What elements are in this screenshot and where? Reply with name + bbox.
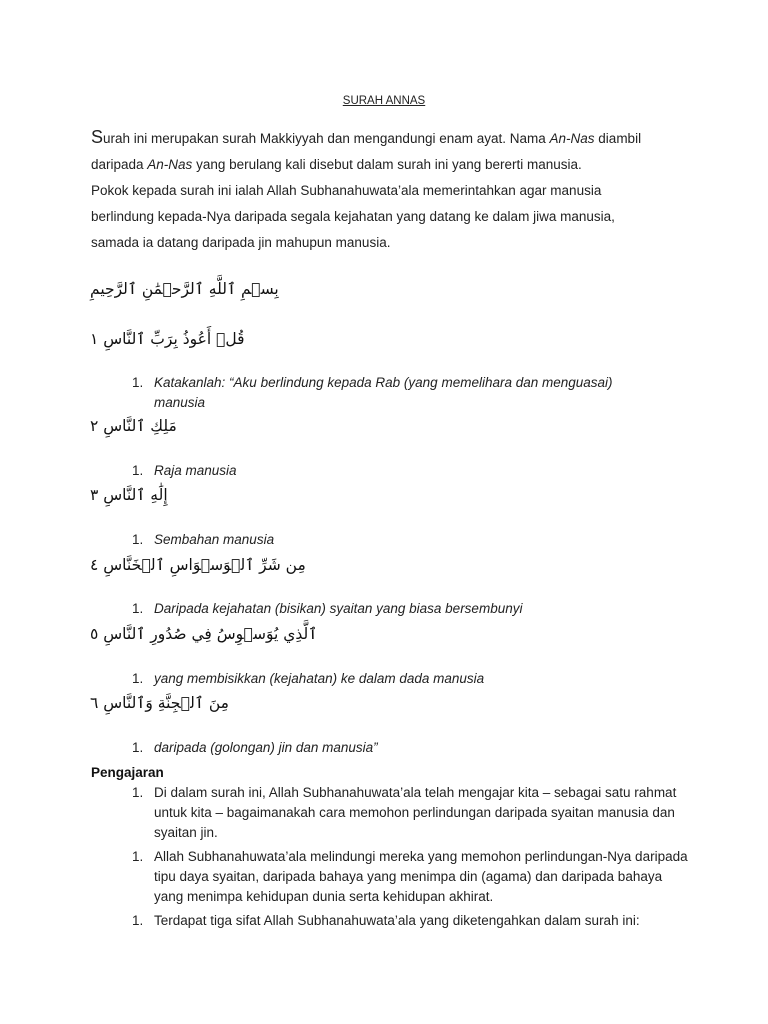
list-number: 1. <box>132 463 144 478</box>
intro-line-1 <box>91 124 691 152</box>
intro-paragraph <box>91 124 691 256</box>
intro-text: daripada <box>91 157 148 172</box>
verse-arabic-text: إِلَٰهِ ٱلنَّاسِ ٣ <box>90 486 168 504</box>
list-number: 1. <box>132 375 144 390</box>
intro-text: urah ini merupakan surah Makkiyyah dan mengandungi enam ayat. Nama <box>103 131 550 146</box>
list-item-text: Di dalam surah ini, Allah Subhanahuwata’ala telah mengajar kita – sebagai satu rahmat untuk kita – bagaimanakah cara memohon perlindungan daripada syaitan manusia dan syaitan jin. <box>154 785 677 840</box>
verse-arabic-2 <box>90 417 177 435</box>
translation-text: Daripada kejahatan (bisikan) syaitan yang biasa bersembunyi <box>154 601 523 616</box>
intro-line-5: samada ia datang daripada jin mahupun manusia. <box>91 235 391 250</box>
verse-translation-4 <box>132 599 652 619</box>
verse-arabic-text: قُلۡ أَعُوذُ بِرَبِّ ٱلنَّاسِ ١ <box>90 330 245 348</box>
verse-translation-5 <box>132 669 652 689</box>
pengajaran-item-1 <box>132 783 692 843</box>
verse-translation-6 <box>132 738 652 758</box>
pengajaran-item-3 <box>132 911 692 931</box>
list-number: 1. <box>132 740 144 755</box>
intro-italic-term: An-Nas <box>549 131 595 146</box>
pengajaran-heading: Pengajaran <box>91 765 164 780</box>
verse-arabic-3 <box>90 486 168 504</box>
list-item-text: Allah Subhanahuwata’ala melindungi mereka yang memohon perlindungan-Nya daripada tipu daya syaitan, daripada bahaya yang menimpa din (agama) dan daripada bahaya yang menimpa kehidupan dunia serta kehidupan akhirat. <box>154 849 688 904</box>
intro-line-3: Pokok kepada surah ini ialah Allah Subhanahuwata’ala memerintahkan agar manusia <box>91 183 602 198</box>
basmala <box>90 280 279 298</box>
intro-italic-term: An-Nas <box>147 157 193 172</box>
verse-arabic-1 <box>90 330 245 348</box>
verse-arabic-6 <box>90 694 229 712</box>
verse-arabic-text: مِنَ ٱلۡجِنَّةِ وَٱلنَّاسِ ٦ <box>90 694 229 712</box>
pengajaran-item-2 <box>132 847 692 907</box>
intro-line-2 <box>91 152 691 178</box>
verse-arabic-text: مَلِكِ ٱلنَّاسِ ٢ <box>90 417 177 435</box>
translation-text: yang membisikkan (kejahatan) ke dalam dada manusia <box>154 671 485 686</box>
translation-text: Katakanlah: “Aku berlindung kepada Rab (yang memelihara dan menguasai) manusia <box>154 375 613 410</box>
list-item-text: Terdapat tiga sifat Allah Subhanahuwata’ala yang diketengahkan dalam surah ini: <box>154 913 640 928</box>
page-title: SURAH ANNAS <box>342 95 426 107</box>
verse-translation-3 <box>132 530 652 550</box>
verse-arabic-text: ٱلَّذِي يُوَسۡوِسُ فِي صُدُورِ ٱلنَّاسِ ٥ <box>90 625 318 643</box>
list-number: 1. <box>132 785 144 800</box>
intro-line-4: berlindung kepada-Nya daripada segala kejahatan yang datang ke dalam jiwa manusia, <box>91 209 615 224</box>
list-number: 1. <box>132 849 144 864</box>
translation-text: Raja manusia <box>154 463 237 478</box>
list-number: 1. <box>132 913 144 928</box>
intro-text: yang berulang kali disebut dalam surah ini yang bererti manusia. <box>192 157 582 172</box>
verse-arabic-4 <box>90 556 306 574</box>
list-number: 1. <box>132 671 144 686</box>
intro-dropcap: S <box>91 127 104 147</box>
translation-text: daripada (golongan) jin dan manusia” <box>154 740 378 755</box>
verse-translation-2 <box>132 461 652 481</box>
translation-text: Sembahan manusia <box>154 532 275 547</box>
verse-arabic-text: مِن شَرِّ ٱلۡوَسۡوَاسِ ٱلۡخَنَّاسِ ٤ <box>90 556 306 574</box>
list-number: 1. <box>132 601 144 616</box>
intro-text: diambil <box>594 131 642 146</box>
verse-translation-1 <box>132 373 652 413</box>
basmala-text: بِسۡمِ ٱللَّهِ ٱلرَّحۡمَٰنِ ٱلرَّحِيمِ <box>90 280 279 298</box>
verse-arabic-5 <box>90 625 317 643</box>
list-number: 1. <box>132 532 144 547</box>
